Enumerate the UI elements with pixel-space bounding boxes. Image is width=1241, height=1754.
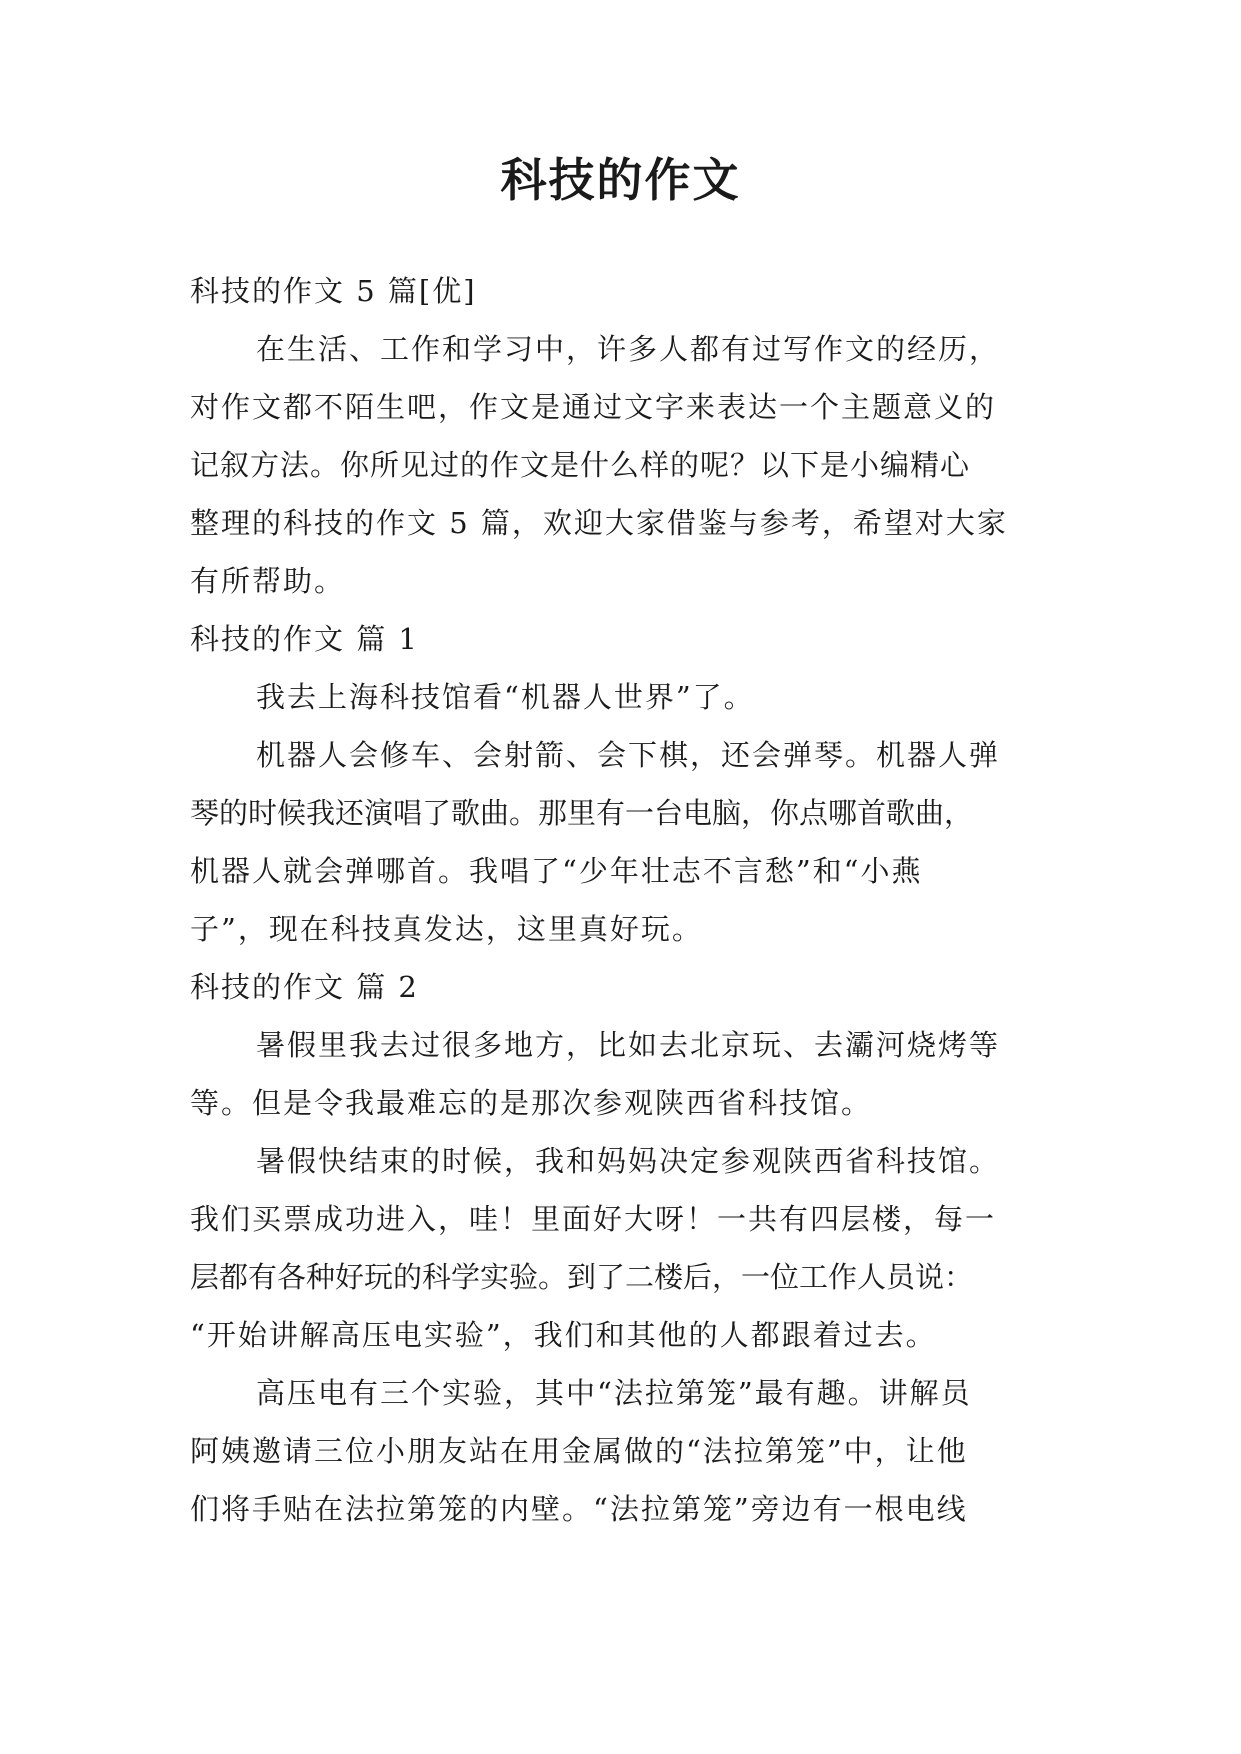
text-line: 机器人就会弹哪首。我唱了“少年壮志不言愁”和“小燕 <box>190 854 923 888</box>
text-line: 等。但是令我最难忘的是那次参观陕西省科技馆。 <box>190 1086 873 1120</box>
text-line: 机器人会修车、会射箭、会下棋，还会弹琴。机器人弹 <box>256 738 1001 772</box>
text-line: 我去上海科技馆看“机器人世界”了。 <box>256 680 755 714</box>
text-line: “开始讲解高压电实验”，我们和其他的人都跟着过去。 <box>190 1318 937 1352</box>
text-line: 暑假里我去过很多地方，比如去北京玩、去灞河烧烤等 <box>256 1028 1001 1062</box>
section-2-paragraph-2 <box>190 1132 1052 1364</box>
section-heading-2: 科技的作文 篇 2 <box>190 970 419 1004</box>
text-line: 暑假快结束的时候，我和妈妈决定参观陕西省科技馆。 <box>256 1144 1001 1178</box>
text-line: 层都有各种好玩的科学实验。到了二楼后，一位工作人员说： <box>190 1260 974 1294</box>
text-line: 记叙方法。你所见过的作文是什么样的呢？以下是小编精心 <box>190 448 971 482</box>
section-1-paragraph-2 <box>190 726 1052 958</box>
section-1-paragraph-1 <box>190 668 1052 726</box>
text-line: 阿姨邀请三位小朋友站在用金属做的“法拉第笼”中，让他 <box>190 1434 968 1468</box>
section-2-paragraph-3 <box>190 1364 1052 1538</box>
section-2-paragraph-1 <box>190 1016 1052 1132</box>
text-line: 在生活、工作和学习中，许多人都有过写作文的经历， <box>256 332 1001 366</box>
document-subtitle: 科技的作文 5 篇[优] <box>190 274 477 308</box>
text-line: 对作文都不陌生吧，作文是通过文字来表达一个主题意义的 <box>190 390 997 424</box>
text-line: 琴的时候我还演唱了歌曲。那里有一台电脑，你点哪首歌曲， <box>190 796 974 830</box>
text-line: 我们买票成功进入，哇！里面好大呀！一共有四层楼，每一 <box>190 1202 997 1236</box>
text-line: 子”，现在科技真发达，这里真好玩。 <box>190 912 703 946</box>
document-body <box>190 262 1052 1538</box>
text-line: 们将手贴在法拉第笼的内壁。“法拉第笼”旁边有一根电线 <box>190 1492 968 1526</box>
intro-paragraph <box>190 320 1052 610</box>
text-line: 整理的科技的作文 5 篇，欢迎大家借鉴与参考，希望对大家 <box>190 506 1008 540</box>
text-line: 有所帮助。 <box>190 564 346 598</box>
text-line: 高压电有三个实验，其中“法拉第笼”最有趣。讲解员 <box>256 1376 972 1410</box>
document-title: 科技的作文 <box>500 153 741 207</box>
section-heading-1: 科技的作文 篇 1 <box>190 622 419 656</box>
